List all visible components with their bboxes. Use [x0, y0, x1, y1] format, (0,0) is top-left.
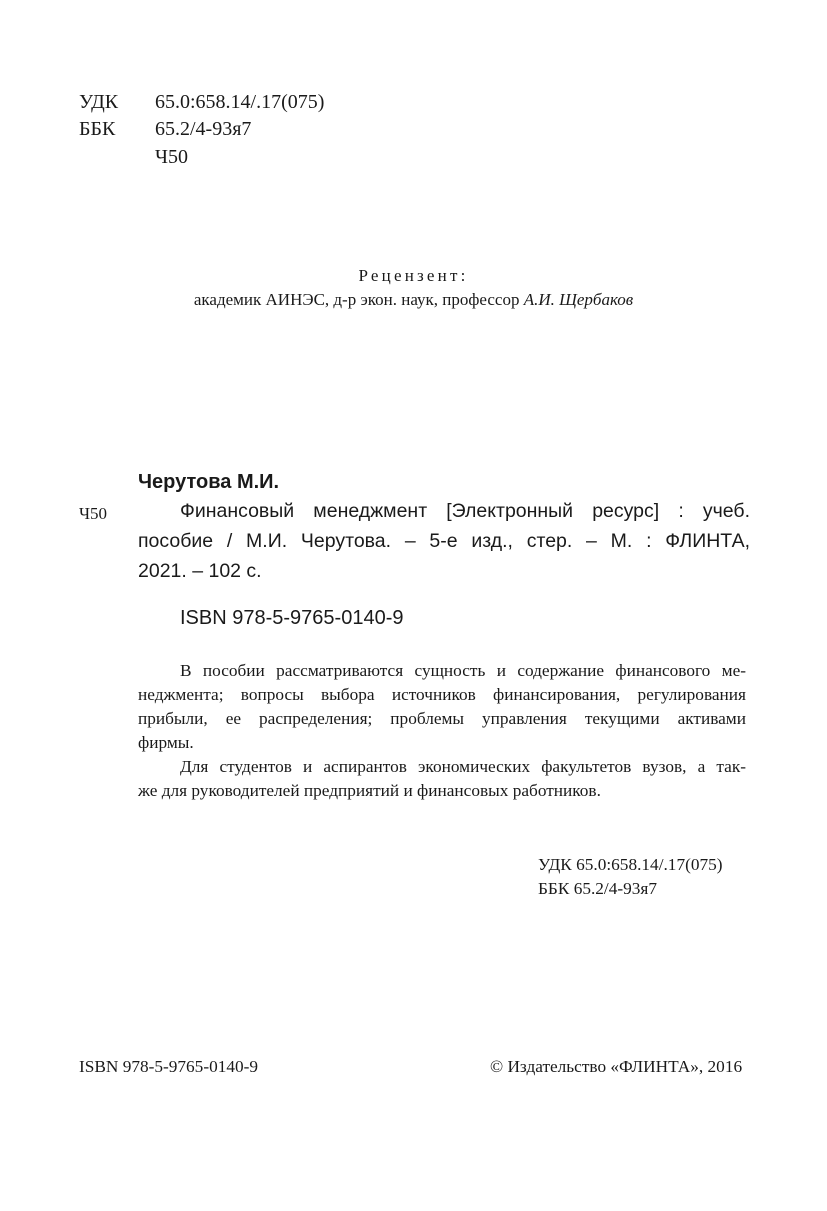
footer-isbn: ISBN 978-5-9765-0140-9	[79, 1057, 259, 1076]
udk-value: 65.0:658.14/.17(075)	[155, 91, 325, 113]
bib-line: Финансовый менеджмент [Электронный ресурс] : учеб.	[180, 500, 750, 522]
annotation-line: фирмы.	[138, 733, 194, 752]
bbk-label: ББК	[79, 118, 116, 140]
udk-label: УДК	[79, 91, 119, 113]
bottom-bbk: ББК 65.2/4-93я7	[538, 879, 658, 898]
reviewer-title: Рецензент:	[358, 266, 469, 285]
copyright: © Издательство «ФЛИНТА», 2016	[490, 1057, 743, 1076]
annotation	[138, 659, 746, 803]
bibliographic-description	[138, 496, 750, 586]
reviewer-line	[0, 290, 827, 310]
bottom-codes	[538, 853, 723, 901]
annotation-line: прибыли, ее распределения; проблемы управления текущими активами	[138, 709, 746, 728]
reviewer-name: А.И. Щербаков	[523, 290, 634, 309]
bib-line: пособие / М.И. Черутова. – 5-е изд., стер. – М. : ФЛИНТА,	[138, 530, 750, 552]
cutter-code: Ч50	[155, 146, 188, 168]
author-name: Черутова М.И.	[138, 471, 280, 493]
annotation-line: В пособии рассматриваются сущность и содержание финансового ме-	[180, 661, 746, 680]
reviewer-credentials: академик АИНЭС, д-р экон. наук, профессор	[193, 290, 520, 309]
bib-cutter-code: Ч50	[79, 504, 108, 523]
annotation-line: Для студентов и аспирантов экономических факультетов вузов, а так-	[180, 757, 746, 776]
annotation-line: неджмента; вопросы выбора источников финансирования, регулирования	[138, 685, 746, 704]
isbn: ISBN 978-5-9765-0140-9	[180, 607, 404, 629]
bib-line: 2021. – 102 с.	[138, 560, 262, 582]
bottom-udk: УДК 65.0:658.14/.17(075)	[538, 855, 723, 874]
annotation-line: же для руководителей предприятий и финансовых работников.	[138, 781, 601, 800]
bbk-value: 65.2/4-93я7	[155, 118, 252, 140]
